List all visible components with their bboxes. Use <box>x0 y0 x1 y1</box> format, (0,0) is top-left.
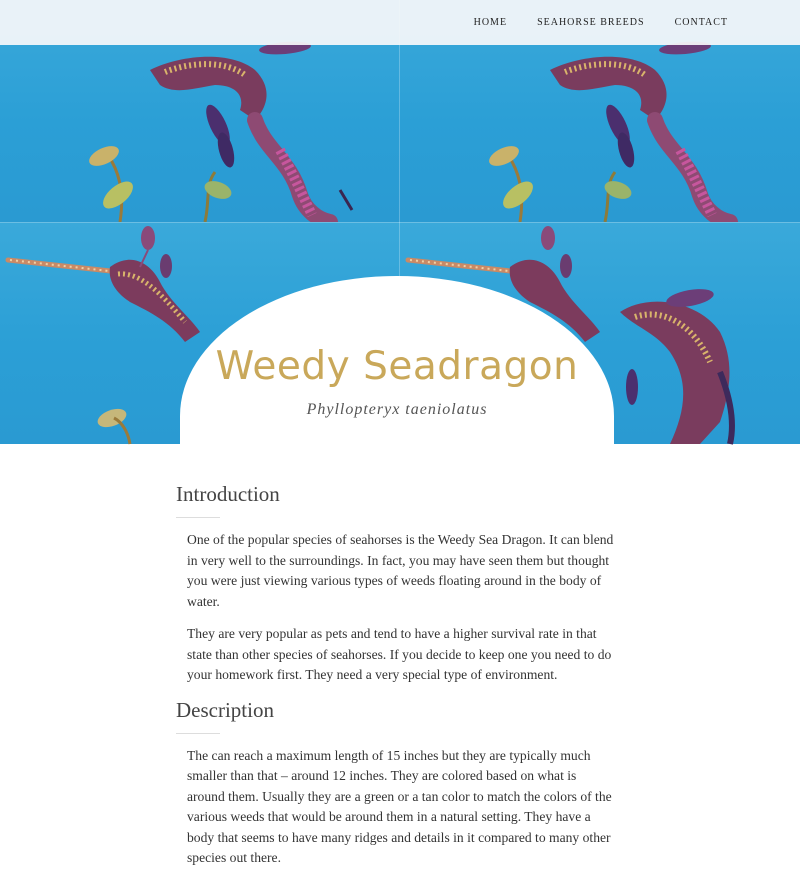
section-description <box>176 698 616 869</box>
top-navbar <box>0 0 800 45</box>
article-content <box>176 443 616 881</box>
paragraph: One of the popular species of seahorses is the Weedy Sea Dragon. It can blend in very well to the surroundings. In fact, you may have seen them but thought you were just viewing various types of weeds floating around in the body of water. <box>187 532 614 609</box>
section-heading: Introduction <box>176 482 280 506</box>
heading-divider <box>176 733 220 734</box>
nav-home-link[interactable]: HOME <box>473 17 508 28</box>
scientific-name: Phyllopteryx taeniolatus <box>306 401 488 418</box>
page-title: Weedy Seadragon <box>215 344 579 389</box>
section-introduction <box>176 482 616 686</box>
nav-seahorse-breeds-link[interactable]: SEAHORSE BREEDS <box>537 17 645 28</box>
nav-contact-link[interactable]: CONTACT <box>674 17 728 28</box>
paragraph: The can reach a maximum length of 15 inches but they are typically much smaller than that – around 12 inches. They are colored based on what is around them. Usually they are a green or a tan color to match the colors of the various weeds that would be around them in a natural setting. They have a body that seems to have many ridges and details in it compared to many other species out there. <box>187 747 612 865</box>
section-heading: Description <box>176 697 274 722</box>
tile-divider <box>0 222 800 223</box>
nav-links <box>474 17 728 28</box>
paragraph: They are very popular as pets and tend to have a higher survival rate in that state than other species of seahorses. If you decide to keep one you need to do your homework first. They need a very special type of environment. <box>187 626 612 682</box>
heading-divider <box>176 517 220 518</box>
